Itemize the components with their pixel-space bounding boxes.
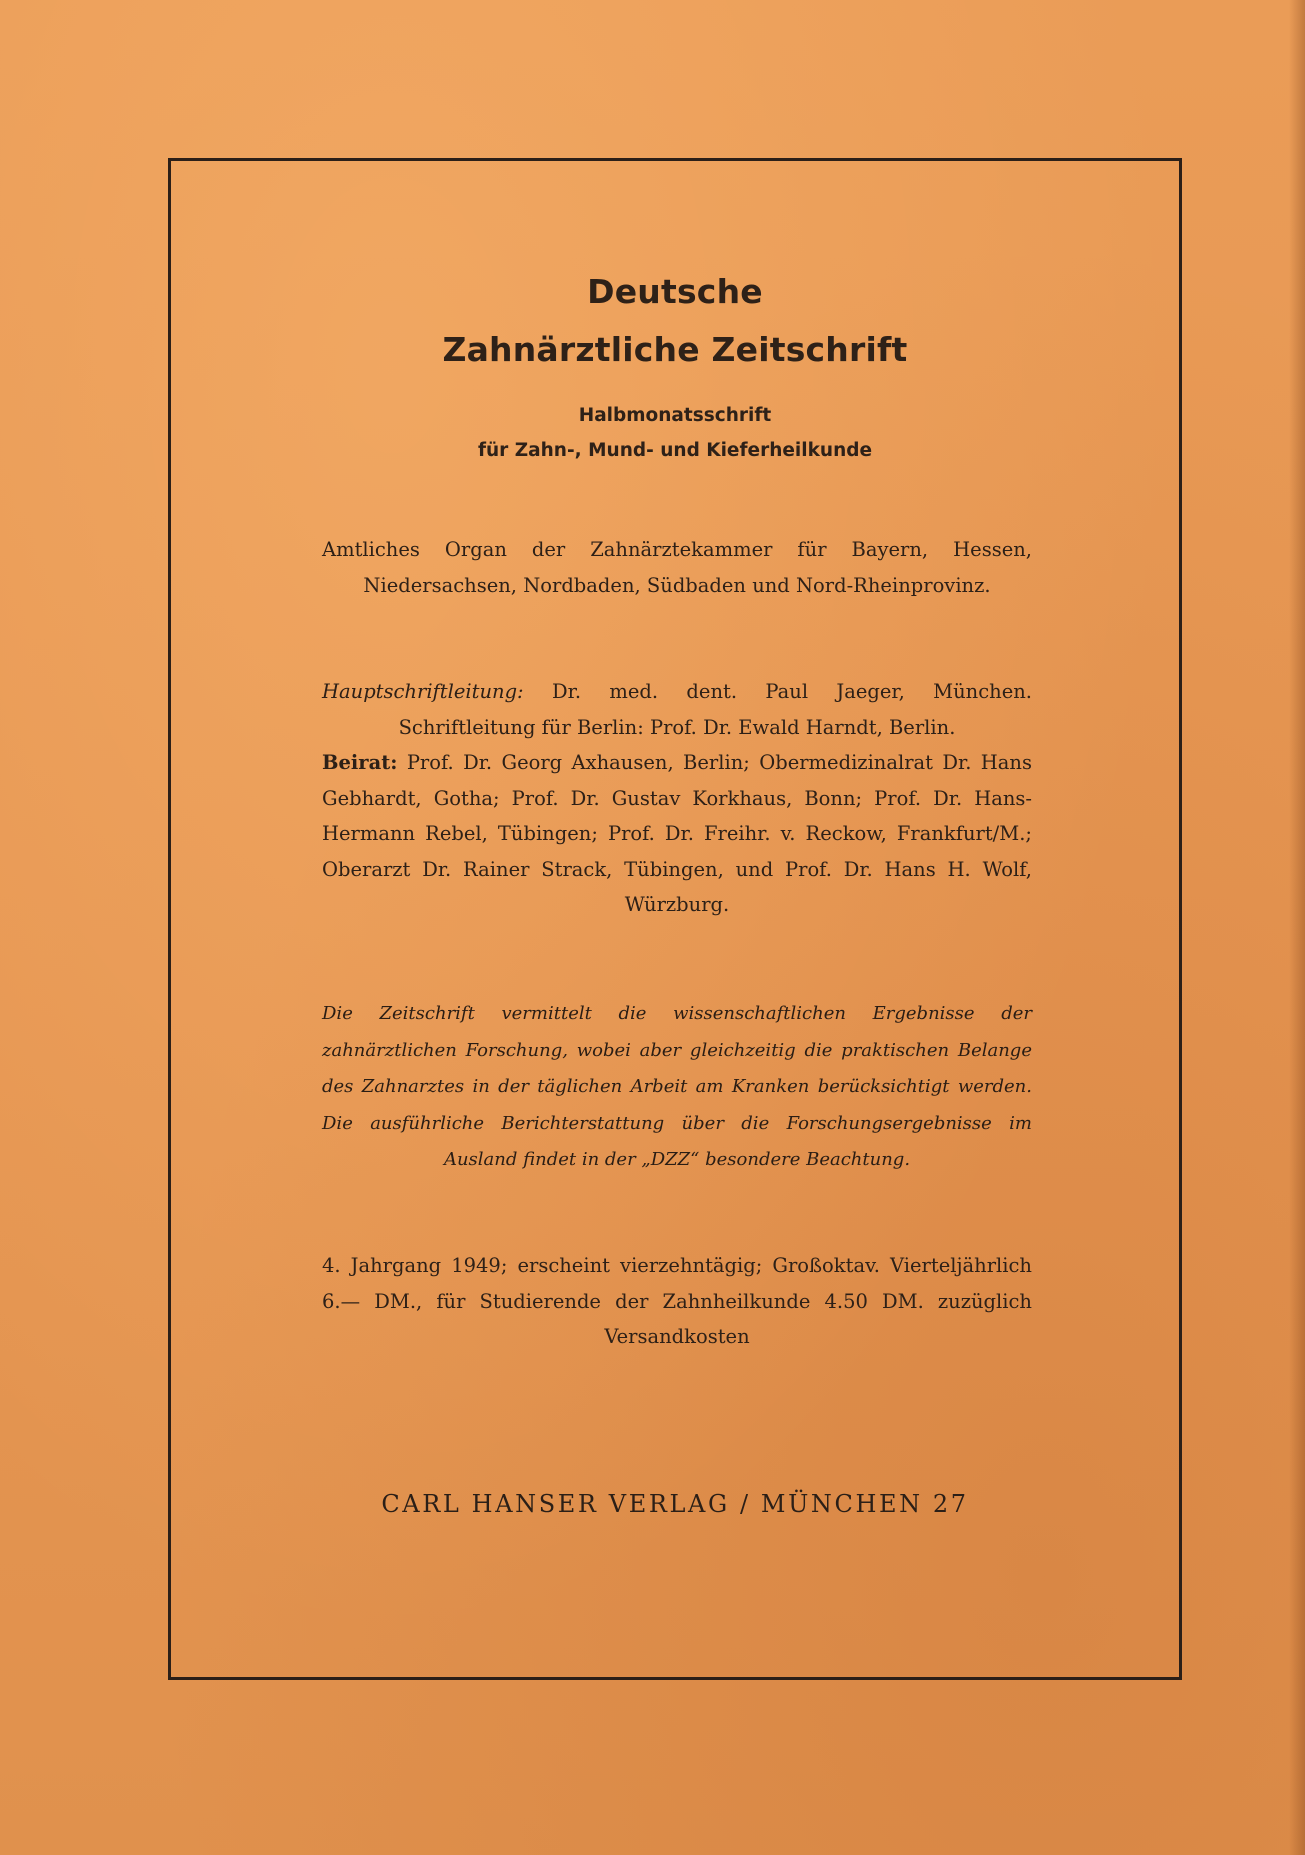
journal-title-line-1: Deutsche xyxy=(587,272,763,311)
journal-description-paragraph: Die Zeitschrift vermittelt die wissenschaftlichen Ergebnisse der zahnärztlichen Forschung, wobei aber gleichzeitig die praktischen Belange des Zahnarztes in der täglichen Arbeit am Kranken berücksichtigt werden. Die ausführliche Berichterstattung über die Forschungsergebnisse im Ausland findet in der „DZZ“ besondere Beachtung. xyxy=(322,1003,1032,1170)
official-organ-paragraph: Amtliches Organ der Zahnärztekammer für Bayern, Hessen, Niedersachsen, Nordbaden, Südbaden und Nord-Rheinprovinz. xyxy=(322,538,1032,597)
page-edge-shadow xyxy=(1289,0,1305,1855)
advisory-board-text: Prof. Dr. Georg Axhausen, Berlin; Obermedizinalrat Dr. Hans Gebhardt, Gotha; Prof. Dr. Gustav Korkhaus, Bonn; Prof. Dr. Hans-Hermann Rebel, Tübingen; Prof. Dr. Freihr. v. Reckow, Frankfurt/M.; Oberarzt Dr. Rainer Strack, Tübingen, und Prof. Dr. Hans H. Wolf, Würzburg. xyxy=(322,751,1032,916)
journal-subtitle-line-1: Halbmonatsschrift xyxy=(578,405,772,426)
chief-editor-line xyxy=(322,674,1032,745)
advisory-board-label: Beirat: xyxy=(322,751,398,774)
journal-subtitle-line-2: für Zahn-, Mund- und Kieferheilkunde xyxy=(477,440,873,461)
publisher-imprint: CARL HANSER VERLAG / MÜNCHEN 27 xyxy=(381,1490,969,1518)
publication-info-paragraph: 4. Jahrgang 1949; erscheint vierzehntägig; Großoktav. Vierteljährlich 6.— DM., für Studierende der Zahnheilkunde 4.50 DM. zuzüglich Versandkosten xyxy=(322,1254,1032,1348)
chief-editor-label: Hauptschriftleitung: xyxy=(322,680,524,703)
journal-title-line-2: Zahnärztliche Zeitschrift xyxy=(442,330,908,369)
advisory-board-line xyxy=(322,745,1032,923)
editors-paragraph xyxy=(322,674,1032,923)
chief-editor-text: Dr. med. dent. Paul Jaeger, München. Schriftleitung für Berlin: Prof. Dr. Ewald Harndt, Berlin. xyxy=(398,680,1032,739)
